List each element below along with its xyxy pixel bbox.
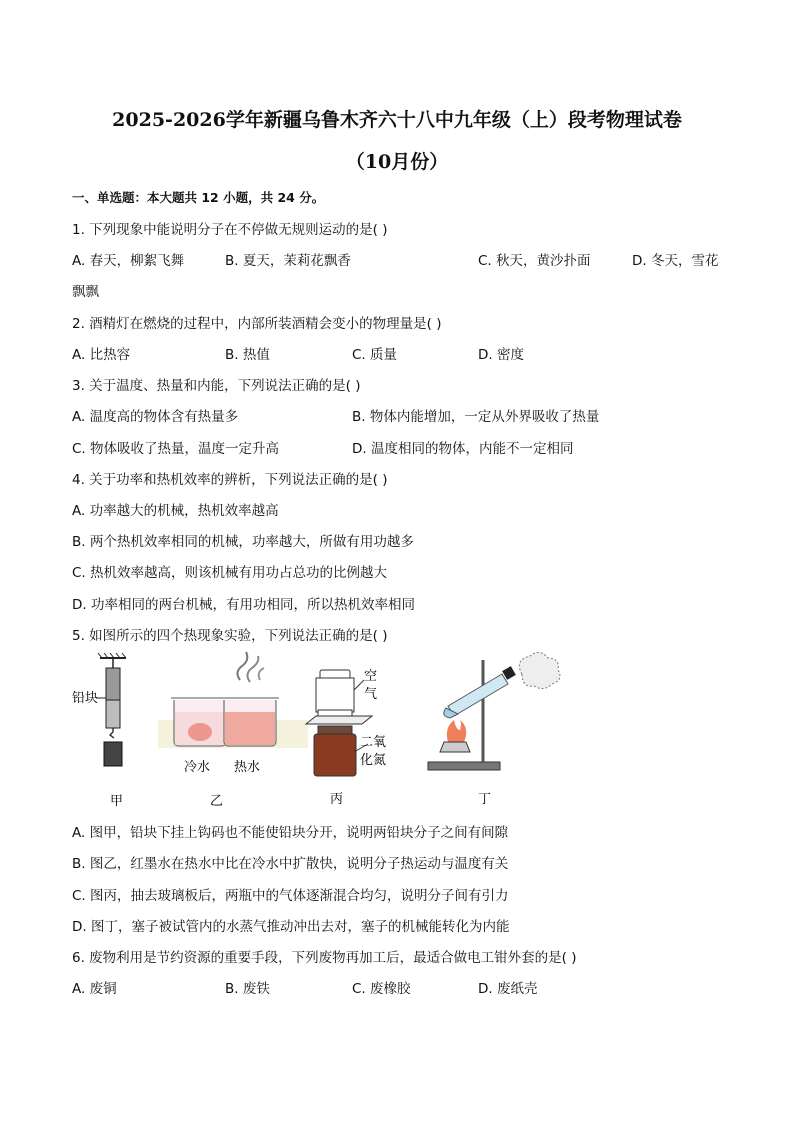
q6-option-d: D. 废纸壳	[478, 981, 538, 997]
no2-label-1: 二氧	[360, 735, 387, 750]
q4-option-a: A. 功率越大的机械，热机效率越高	[72, 503, 279, 519]
q3-option-c: C. 物体吸收了热量，温度一定升高	[72, 441, 280, 457]
q4-option-d: D. 功率相同的两台机械，有用功相同，所以热机效率相同	[72, 597, 415, 613]
q2-option-a: A. 比热容	[72, 347, 131, 363]
q1-option-d-wrap: 飘飘	[72, 284, 99, 300]
cold-water-label: 冷水	[184, 760, 211, 775]
caption-bing: 丙	[330, 792, 344, 807]
q5-figure	[68, 650, 628, 810]
q3-option-d: D. 温度相同的物体，内能不一定相同	[352, 441, 574, 457]
q5-option-c: C. 图丙，抽去玻璃板后，两瓶中的气体逐渐混合均匀，说明分子间有引力	[72, 888, 509, 904]
exam-title-line1: 2025-2026学年新疆乌鲁木齐六十八中九年级（上）段考物理试卷	[112, 109, 682, 131]
caption-jia: 甲	[110, 794, 124, 809]
q5-option-a: A. 图甲，铅块下挂上钩码也不能使铅块分开，说明两铅块分子之间有间隙	[72, 825, 509, 841]
question-3-stem: 3. 关于温度、热量和内能，下列说法正确的是( )	[72, 378, 361, 394]
q3-option-a: A. 温度高的物体含有热量多	[72, 409, 239, 425]
lead-block-label: 铅块	[72, 691, 99, 706]
q4-option-b: B. 两个热机效率相同的机械，功率越大，所做有用功越多	[72, 534, 414, 550]
question-6-stem: 6. 废物利用是节约资源的重要手段，下列废物再加工后，最适合做电工钳外套的是( )	[72, 950, 577, 966]
air-label-1: 空	[364, 669, 378, 684]
q3-option-b: B. 物体内能增加，一定从外界吸收了热量	[352, 409, 600, 425]
q6-option-b: B. 废铁	[225, 981, 270, 997]
caption-yi: 乙	[210, 794, 224, 809]
q1-option-c: C. 秋天，黄沙扑面	[478, 253, 591, 269]
q6-option-a: A. 废铜	[72, 981, 117, 997]
test-tube-apparatus	[428, 652, 560, 770]
q4-option-c: C. 热机效率越高，则该机械有用功占总功的比例越大	[72, 565, 388, 581]
caption-ding: 丁	[478, 792, 492, 807]
no2-label-2: 化氮	[360, 753, 387, 768]
lead-block-apparatus	[96, 653, 126, 766]
air-label-2: 气	[364, 687, 378, 702]
question-4-stem: 4. 关于功率和热机效率的辨析，下列说法正确的是( )	[72, 472, 388, 488]
hot-water-label: 热水	[234, 760, 261, 775]
q1-option-a: A. 春天，柳絮飞舞	[72, 253, 185, 269]
question-5-stem: 5. 如图所示的四个热现象实验，下列说法正确的是( )	[72, 628, 388, 644]
q5-option-d: D. 图丁，塞子被试管内的水蒸气推动冲出去对，塞子的机械能转化为内能	[72, 919, 510, 935]
exam-title-line2: （10月份）	[345, 151, 449, 173]
q5-option-b: B. 图乙，红墨水在热水中比在冷水中扩散快，说明分子热运动与温度有关	[72, 856, 509, 872]
q6-option-c: C. 废橡胶	[352, 981, 411, 997]
q2-option-d: D. 密度	[478, 347, 524, 363]
q1-option-d: D. 冬天，雪花	[632, 253, 719, 269]
section-header: 一、单选题：本大题共 12 小题，共 24 分。	[72, 190, 325, 205]
q1-option-b: B. 夏天，茉莉花飘香	[225, 253, 351, 269]
q2-option-b: B. 热值	[225, 347, 270, 363]
question-1-stem: 1. 下列现象中能说明分子在不停做无规则运动的是( )	[72, 222, 388, 238]
beakers-apparatus	[158, 652, 308, 748]
q2-option-c: C. 质量	[352, 347, 398, 363]
question-2-stem: 2. 酒精灯在燃烧的过程中，内部所装酒精会变小的物理量是( )	[72, 316, 442, 332]
